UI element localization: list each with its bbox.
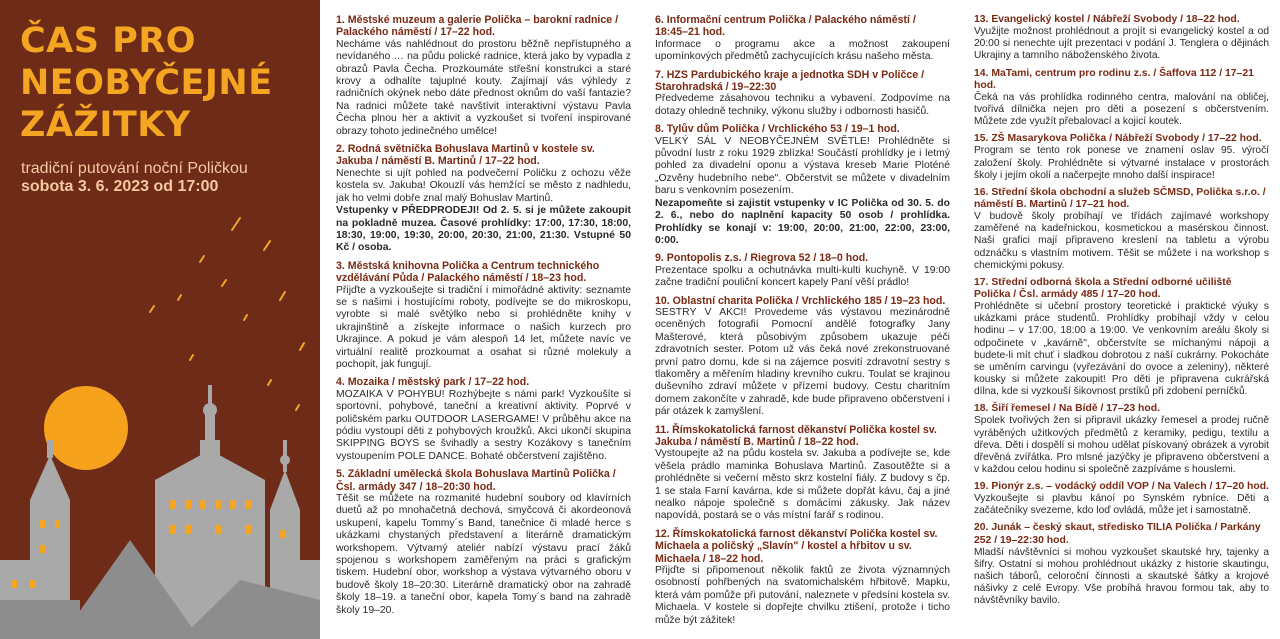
venue-heading [974,133,1269,145]
venue-heading [974,68,1269,92]
venue-description: Spolek tvořivých žen si připravil ukázky řemesel a prodej ručně vyráběných užitkových předmětů z keramiky, pedigu, textilu a dřeva. Děti i dospělí si mohou udělat pískovaný obrázek a vyrobit dřevěná zvířátka. Pro mlsné jazýčky je připraveno občerstvení a v každou celou hodinu si společně zazpíváme s houslemi. [974,415,1269,475]
venue-location-time: / Na Valech / 17–20 hod. [1151,481,1269,493]
venue-name: 5. Základní umělecká škola Bohuslava Martinů Polička [336,468,610,481]
program-item [974,187,1269,272]
venue-name: 7. HZS Pardubického kraje a jednotka SDH v Poličce [655,68,919,81]
venue-name: 15. ZŠ Masarykova Polička [974,133,1107,145]
venue-description: MOZAIKA V POHYBU! Rozhýbejte s námi park! Vyzkoušíte si sportovní, pohybové, taneční a kreativní aktivity. Poprvé v poličském parku OUTDOOR LASERGAME! V průběhu akce na pódiu vystoupí děti z pohybových kroužků. Akci ukončí skupina SKIPPING BOYS se švihadly a sestry Kozákovy s tanečním vystoupením POLE DANCE. Bohaté občerstvení zajištěno. [336,388,631,462]
venue-ticket-info: Nezapomeňte si zajistit vstupenky v IC Polička od 30. 5. do 2. 6., nebo do naplnění kapacity 50 osob / prohlídka. Prohlídky se konají v: 19:00, 20:00, 21:00, 22:00, 23:00, 0:00. [655,197,950,246]
venue-description: Program se tento rok ponese ve znamení oslav 95. výročí založení školy. Prohlédněte si výtvarné instalace v prostorách školy i jejím okolí a načerpejte mnoho další inspirace! [974,145,1269,181]
program-item [655,528,950,627]
venue-name: 13. Evangelický kostel [974,14,1085,25]
venue-heading [655,252,950,264]
venue-heading [974,14,1269,26]
venue-name: 16. Střední škola obchodní a služeb SČMSD, Polička s.r.o. [974,186,1260,198]
venue-heading [655,528,950,565]
venue-name: 12. Římskokatolická farnost děkanství Polička kostel sv. Michaela a poličský „Slavín" [655,527,938,553]
venue-description: Využijte možnost prohlédnout a projít si evangelický kostel a od 20:00 si nenechte ujít prezentaci v podání J. Tenglera o dějinách Ukrajiny a tamního náboženského života. [974,26,1269,62]
venue-name: 3. Městská knihovna Polička a Centrum technického vzdělávání Půda [336,259,600,285]
venue-description: Vyzkoušejte si plavbu kánoí po Synském rybníce. Děti a začátečníky svezeme, kdo loď ovládá, může jet i samostatně. [974,493,1269,517]
venue-name: 19. Pionýr z.s. – vodácký oddíl VOP [974,481,1149,493]
venue-location-time: / Parkány 252 / 19–22:30 hod. [974,522,1261,546]
program-item [974,133,1269,182]
venue-name: 14. MaTami, centrum pro rodinu z.s. [974,67,1151,79]
venue-heading [974,481,1269,493]
venue-name: 2. Rodná světnička Bohuslava Martinů v kostele sv. Jakuba [336,143,595,168]
venue-heading [655,69,950,94]
venue-location-time: / Vrchlického 53 / 19–1 hod. [761,123,900,136]
venue-location-time: / Riegrova 52 / 18–0 hod. [744,252,869,265]
program-column-3 [974,14,1269,634]
venue-name: 11. Římskokatolická farnost děkanství Polička kostel sv. Jakuba [655,423,937,448]
program-item [974,14,1269,63]
program-column-2 [655,14,950,634]
venue-heading [336,14,631,39]
venue-heading [974,187,1269,211]
venue-description: Informace o programu akce a možnost zakoupení upomínkových předmětů zachycujících krásu našeho města. [655,38,950,63]
program-item [336,260,631,372]
program-item [336,468,631,617]
venue-description: Těšit se můžete na rozmanité hudební soubory od klavírních duetů až po mnohačetná dechová, smyčcová či akordeonová uskupení, kapelu Tommy´s Band, tanečnice či mladé herce s ukázkami chystaných představení a literárně dramatickým workshopem. Výtvarný ateliér nabízí výstavu prací žáků spojenou s workshopem zaměřeným na práci s grafickým tiskem. Hudební obor, workshop a výstava výtvarného oboru v budově školy 18–20:30. Literárně dramatický obor na zahradě školy 18–19. a taneční obor, kapela Tomy´s band na zahradě školy 19–20. [336,493,631,616]
venue-description: Čeká na vás prohlídka rodinného centra, malování na obličej, tvořivá dílnička nejen pro děti a posezení s občerstvením. Můžete zde využít přebalovací a kojicí koutek. [974,91,1269,128]
venue-location-time: / náměstí B. Martinů / 17–22 hod. [375,155,540,168]
venue-heading [336,468,631,493]
venue-name: 10. Oblastní charita Polička [655,294,793,307]
program-item [655,14,950,64]
falling-stars [150,218,304,410]
venue-location-time: / Palackého náměstí / 18:45–21 hod. [655,14,916,39]
venue-location-time: / náměstí B. Martinů / 18–22 hod. [694,436,859,448]
program-item [336,376,631,463]
venue-description: V budově školy probíhají ve třídách zajímavé workshopy zaměřené na kadeřnickou, kosmetickou a masérskou činnost. Naši grafici mají připraveno kreslení na tabletu a výrobu odznáčku s vlastním motivem. Těšit se můžete i na workshop s chemickými pokusy. [974,211,1269,271]
event-subtitle: tradiční putování noční Poličkou [21,160,248,177]
event-title [20,20,310,146]
venue-heading [974,403,1269,415]
venue-name: 8. Tylův dům Polička [655,123,760,136]
venue-location-time: / Na Bídě / 17–23 hod. [1053,403,1160,415]
moon-icon [44,386,128,470]
venue-description: SESTRY V AKCI! Provedeme vás výstavou mezinárodně oceněných fotografií Pomocní andělé fotografky Jany Mašterové, která působivým způsobem ukazuje péči zdravotních sester. Potom už vás čeká nové zrekonstruované první patro domu, kde si na zájemce posvití zdravotní sestry s tlakoměry a měřením hladiny krevního cukru. Toulat se krajinou duševního zdraví můžete v přízemí budovy. Cestu charitním domem zakončíte v zahradě, kde bude připraveno občerstvení i pár otázek k zamyšlení. [655,306,950,418]
venue-location-time: / Vrchlického 185 / 19–23 hod. [795,294,946,307]
venue-description: Nenechte si ujít pohled na podvečerní Poličku z ochozu věže kostela sv. Jakuba! Okouzlí vás hemžící se město z nadhledu, jak ho velmi dobře znal malý Bohuslav Martinů. [336,167,631,204]
venue-heading [655,14,950,39]
venue-name: 20. Junák – český skaut, středisko TILIA Polička [974,522,1212,534]
program-column-1 [336,14,631,634]
venue-location-time: / Nábřeží Svobody / 17–22 hod. [1109,133,1262,145]
venue-description: VELKÝ SÁL V NEOBYČEJNÉM SVĚTLE! Prohlédněte si původní lustr z roku 1929 zblízka! Součástí prohlídky je i letmý pohled za divadelní oponu a výstava kreseb Marie Ploténé „Ozvěny hudebního nebe". Občerstvit se můžete v divadelním baru s venkovním posezením. [655,135,950,197]
venue-name: 1. Městské muzeum a galerie Polička – barokní radnice [336,14,613,26]
venue-name: 9. Pontopolis z.s. [655,252,742,265]
program-item [655,295,950,419]
venue-description: Prezentace spolku a ochutnávka multi-kulti kuchyně. V 19:00 začne tradiční pouliční koncert kapely Paní věší prádlo! [655,264,950,289]
venue-ticket-info: Vstupenky v PŘEDPRODEJI! Od 2. 5. si je můžete zakoupit na pokladně muzea. Časové prohlídky: 17:00, 17:30, 18:00, 18:30, 19:00, 19:30, 20:00, 20:30, 21:00, 21:30. Vstupné 50 Kč / osoba. [336,205,631,254]
program-item [655,252,950,289]
venue-location-time: / Palackého náměstí / 17–22 hod. [336,14,619,39]
title-line-2: NEOBYČEJNÉ [20,63,273,103]
venue-location-time: / náměstí B. Martinů / 17–21 hod. [974,186,1266,210]
venue-description: Mladší návštěvníci si mohou vyzkoušet skautské hry, tajenky a šifry. Ostatní si mohou prohlédnout ukázky z historie skautingu, našich táborů, celoroční činnosti a skautské šátky a krojové nášivky z celé Evropy. Vše probíhá hravou formou tak, aby to návštěvníky bavilo. [974,546,1269,607]
venue-heading [655,123,950,135]
venue-name: 18. Šiří řemesel [974,403,1051,415]
venue-location-time: / Nábřeží Svobody / 18–22 hod. [1087,14,1240,25]
venue-description: Prohlédněte si učební prostory teoretické i praktické výuky s ukázkami práce studentů. Prohlídky probíhají vždy v celou hodinu – v 17:00, 18:00 a 19:00. Ve venkovním areálu školy si odpočinete v „kavárně", občerstvíte se míchanými nápoji a budete-li mít chuť i sladkou dobrotou z naší cukrárny. Pokocháte se uměním carvingu (vyřezávání do ovoce a zeleniny), některé kousky si můžete zakoupit! Pro děti je připravena cukrářská dílna, kde si vyzkouší šikovnost prstíků při zdobení perníčků. [974,301,1269,398]
venue-heading [336,376,631,388]
program-item [336,14,631,138]
venue-heading [655,295,950,307]
venue-heading [655,424,950,449]
venue-location-time: / Palackého náměstí / 18–23 hod. [421,272,587,285]
venue-location-time: / Šaffova 112 / 17–21 hod. [974,67,1254,91]
venue-description: Přijďte si připomenout několik faktů ze života významných osobností pohřbených na svatomichalském hřbitově. Mapku, která vám pomůže při putování, naleznete v předsíni kostela sv. Michaela. V kostele si dopřejte chvilku ztišení, protože i ticho může být zážitek! [655,565,950,626]
program-item [974,277,1269,398]
program-item [655,69,950,119]
venue-description: Přijďte a vyzkoušejte si tradiční i mimořádné aktivity: seznamte se s našimi i hostujícími roboty, podívejte se do mikroskopu, vyrobte si malé světýlko nebo si prohlédněte knihy v ukrajinštině a získejte informace o našich kurzech pro Ukrajince. A pokud je vám alespoň 14 let, můžete navíc ve virtuální realitě prozkoumat a osahat si různé molekuly a pochopit, jak fungují. [336,284,631,370]
venue-location-time: / kostel a hřbitov u sv. Michaela / 18–22 hod. [655,540,912,565]
venue-name: 6. Informační centrum Polička [655,14,806,26]
venue-location-time: / Čsl. armády 485 / 17–20 hod. [1013,288,1161,300]
venue-location-time: / Starohradská / 19–22:30 [655,68,925,94]
program-item [974,68,1269,129]
program-item [336,143,631,255]
title-line-3: ZÁŽITKY [20,105,191,145]
venue-description: Necháme vás nahlédnout do prostoru běžně nepřístupného a nevídaného … na půdu polické radnice, která jako by vypadla z obrazů Pavla Čecha. Prozkoumáte střešní konstrukci a staré krovy a odhalíte tajuplné kouty. Zajímají vás výhledy z radničních okýnek nebo dáte přednost oknům do vaší fantazie? Na radnici můžete také navštívit interaktivní výstavu Pavla Čecha plnou her a aktivit a vyzkoušet si tvoření inspirované obrazy tohoto jedinečného umělce! [336,38,631,137]
program-item [974,481,1269,517]
program-item [655,424,950,523]
event-date: sobota 3. 6. 2023 od 17:00 [21,178,219,195]
venue-description: Předvedeme zásahovou techniku a vybavení. Zodpovíme na dotazy ohledně techniky, výkonu služby i odbornosti hasičů. [655,93,950,117]
program-item [974,522,1269,607]
venue-heading [974,277,1269,301]
venue-heading [974,522,1269,546]
venue-name: 4. Mozaika [336,376,389,389]
venue-location-time: / Čsl. armády 347 / 18–20:30 hod. [336,468,616,493]
program-item [655,123,950,247]
title-line-1: ČAS PRO [20,21,197,61]
venue-heading [336,260,631,285]
venue-description: Vystoupejte až na půdu kostela sv. Jakuba a podívejte se, kde věšela prádlo maminka Bohuslava Martinů. Zasoutěžte si a prohlédněte si večerní město skrz kostelní fiály. Z budovy s čp. 1 se stala Farní kavárna, kde si můžete dopřát kávu, čaj a jiné nealko nápoje společně s domácími zákusky. Jak název napovídá, postará se o vás místní farář s rodinou. [655,448,950,522]
venue-heading [336,143,631,168]
venue-location-time: / městský park / 17–22 hod. [391,376,530,389]
program-item [974,403,1269,476]
cover-panel [0,0,320,639]
venue-name: 17. Střední odborná škola a Střední odborné učiliště Polička [974,276,1232,300]
